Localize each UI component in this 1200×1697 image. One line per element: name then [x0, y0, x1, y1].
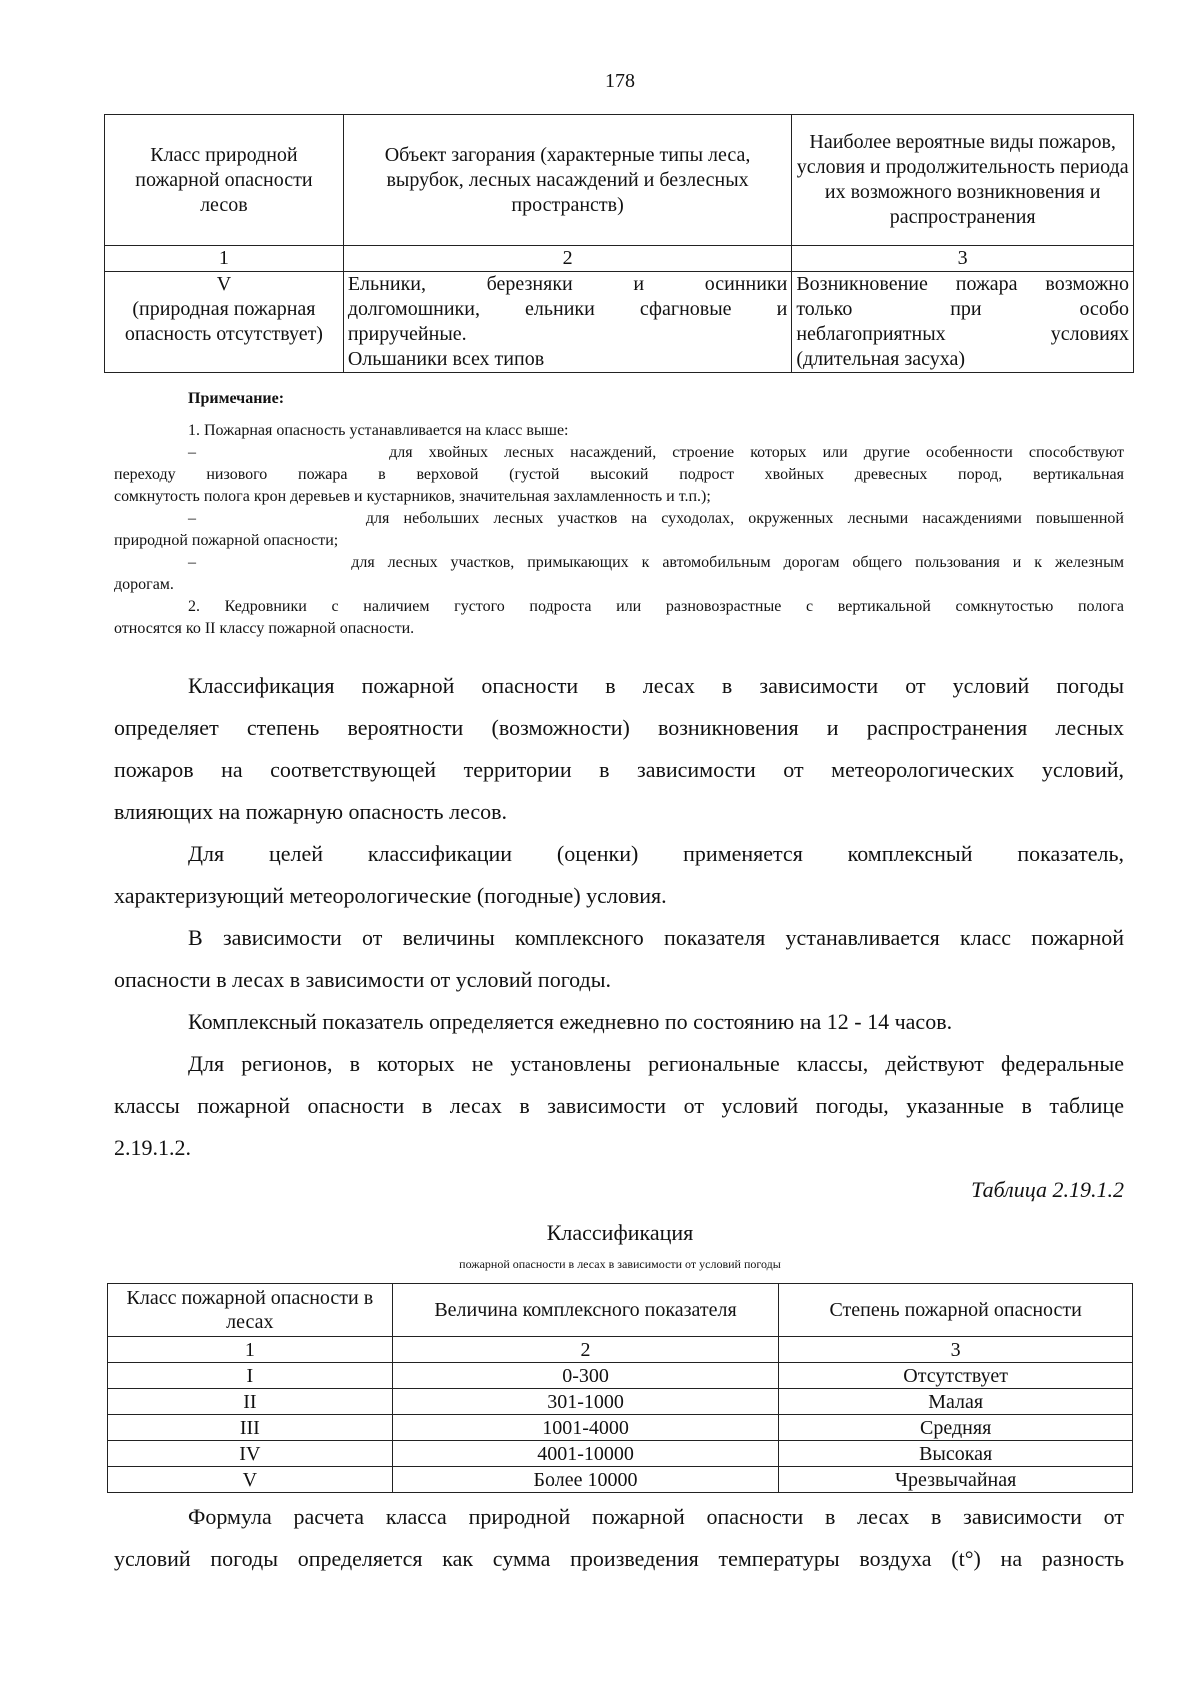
note-item-line: – для лесных участков, примыкающих к автомобильным дорогам общего пользования и к железным: [188, 554, 1124, 571]
cell-index: 4001-10000: [392, 1441, 779, 1467]
table-subtitle: пожарной опасности в лесах в зависимости от условий погоды: [459, 1257, 781, 1271]
cell-class: V: [108, 1467, 393, 1493]
page-number: 178: [605, 70, 635, 92]
cell-class: [105, 272, 344, 373]
table-row: [108, 1363, 1133, 1389]
body-paragraph-5: [114, 1043, 1124, 1169]
cell-degree: Малая: [779, 1389, 1133, 1415]
cell-object: [343, 272, 791, 373]
table-header-row: [105, 115, 1134, 246]
cell-line: Ольшаники всех типов: [347, 348, 545, 370]
cell-index: 0-300: [392, 1363, 779, 1389]
note-item-line: природной пожарной опасности;: [114, 532, 339, 549]
cell-class: IV: [108, 1441, 393, 1467]
paragraph-line: 2.19.1.2.: [114, 1135, 191, 1160]
table-header-row: [108, 1284, 1133, 1337]
col-number: 3: [779, 1337, 1133, 1363]
header-class: Класс пожарной опасности в лесах: [108, 1284, 393, 1337]
body-paragraph-2: [114, 833, 1124, 917]
table-label: Таблица 2.19.1.2: [971, 1177, 1124, 1202]
cell-index: 301-1000: [392, 1389, 779, 1415]
cell-line: приручейные.: [347, 323, 467, 345]
paragraph-line: пожаров на соответствующей территории в зависимости от метеорологических условий,: [114, 757, 1124, 782]
note-paragraph-line: 2. Кедровники с наличием густого подроста или разновозрастные с вертикальной сомкнутостью полога: [188, 598, 1124, 615]
cell-degree: Средняя: [779, 1415, 1133, 1441]
table-row: [108, 1467, 1133, 1493]
column-number-row: [108, 1337, 1133, 1363]
col-number: 1: [105, 246, 344, 272]
cell-line: опасность отсутствует): [124, 323, 323, 345]
cell-degree: Высокая: [779, 1441, 1133, 1467]
col-number: 1: [108, 1337, 393, 1363]
col-number: 2: [343, 246, 791, 272]
note-paragraph: 1. Пожарная опасность устанавливается на класс выше:: [188, 422, 569, 439]
paragraph-line: Комплексный показатель определяется ежедневно по состоянию на 12 - 14 часов.: [188, 1009, 953, 1034]
cell-conditions: [792, 272, 1134, 373]
note-title: Примечание:: [188, 390, 285, 407]
body-paragraph-4: [114, 1001, 1124, 1043]
note-item-line: – для хвойных лесных насаждений, строение которых или другие особенности способствуют: [188, 444, 1124, 461]
note-block: [114, 420, 1124, 640]
paragraph-line: В зависимости от величины комплексного показателя устанавливается класс пожарной: [188, 925, 1124, 950]
cell-index: Более 10000: [392, 1467, 779, 1493]
paragraph-line: Для регионов, в которых не установлены региональные классы, действуют федеральные: [188, 1051, 1124, 1076]
table-row: [105, 272, 1134, 373]
header-degree: Степень пожарной опасности: [779, 1284, 1133, 1337]
note-item-line: сомкнутость полога крон деревьев и кустарников, значительная захламленность и т.п.);: [114, 488, 711, 505]
col-number: 2: [392, 1337, 779, 1363]
table-title: Классификация: [546, 1220, 694, 1245]
cell-degree: Чрезвычайная: [779, 1467, 1133, 1493]
paragraph-line: условий погоды определяется как сумма произведения температуры воздуха (t°) на разность: [114, 1546, 1124, 1571]
paragraph-line: Формула расчета класса природной пожарной опасности в лесах в зависимости от: [188, 1504, 1124, 1529]
col-number: 3: [792, 246, 1134, 272]
table-row: [108, 1441, 1133, 1467]
note-item-line: – для небольших лесных участков на суходолах, окруженных лесными насаждениями повышенной: [188, 510, 1124, 527]
paragraph-line: определяет степень вероятности (возможности) возникновения и распространения лесных: [114, 715, 1124, 740]
cell-line: неблагоприятных условиях: [796, 323, 1129, 345]
header-conditions: Наиболее вероятные виды пожаров, условия и продолжительность периода их возможного возникновения и распространения: [792, 115, 1134, 246]
note-item-line: переходу низового пожара в верховой (густой высокий подрост хвойных древесных пород, вертикальная: [114, 466, 1124, 483]
note-paragraph-line: относятся ко II классу пожарной опасности.: [114, 620, 415, 637]
body-paragraph-3: [114, 917, 1124, 1001]
header-object: Объект загорания (характерные типы леса, вырубок, лесных насаждений и безлесных пространств): [343, 115, 791, 246]
cell-class: III: [108, 1415, 393, 1441]
cell-line: (длительная засуха): [796, 348, 966, 370]
forest-fire-class-table: [104, 114, 1134, 373]
cell-line: только при особо: [796, 298, 1129, 320]
column-number-row: [105, 246, 1134, 272]
cell-class: I: [108, 1363, 393, 1389]
body-paragraph-1: [114, 665, 1124, 833]
paragraph-line: влияющих на пожарную опасность лесов.: [114, 799, 508, 824]
table-row: [108, 1415, 1133, 1441]
cell-index: 1001-4000: [392, 1415, 779, 1441]
paragraph-line: классы пожарной опасности в лесах в зависимости от условий погоды, указанные в таблице: [114, 1093, 1124, 1118]
cell-line: (природная пожарная: [132, 298, 316, 320]
weather-fire-class-table: [107, 1283, 1133, 1493]
cell-line: Ельники, березняки и осинники: [347, 273, 788, 295]
header-class: Класс природной пожарной опасности лесов: [105, 115, 344, 246]
note-item-line: дорогам.: [114, 576, 174, 593]
paragraph-line: опасности в лесах в зависимости от условий погоды.: [114, 967, 612, 992]
cell-line: долгомошники, ельники сфагновые и: [347, 298, 788, 320]
paragraph-line: характеризующий метеорологические (погодные) условия.: [114, 883, 667, 908]
cell-class: II: [108, 1389, 393, 1415]
body-paragraph-6: [114, 1496, 1124, 1580]
cell-degree: Отсутствует: [779, 1363, 1133, 1389]
paragraph-line: Классификация пожарной опасности в лесах в зависимости от условий погоды: [188, 673, 1124, 698]
header-index: Величина комплексного показателя: [392, 1284, 779, 1337]
table-row: [108, 1389, 1133, 1415]
cell-line: V: [216, 273, 232, 295]
paragraph-line: Для целей классификации (оценки) применяется комплексный показатель,: [188, 841, 1124, 866]
cell-line: Возникновение пожара возможно: [796, 273, 1129, 295]
